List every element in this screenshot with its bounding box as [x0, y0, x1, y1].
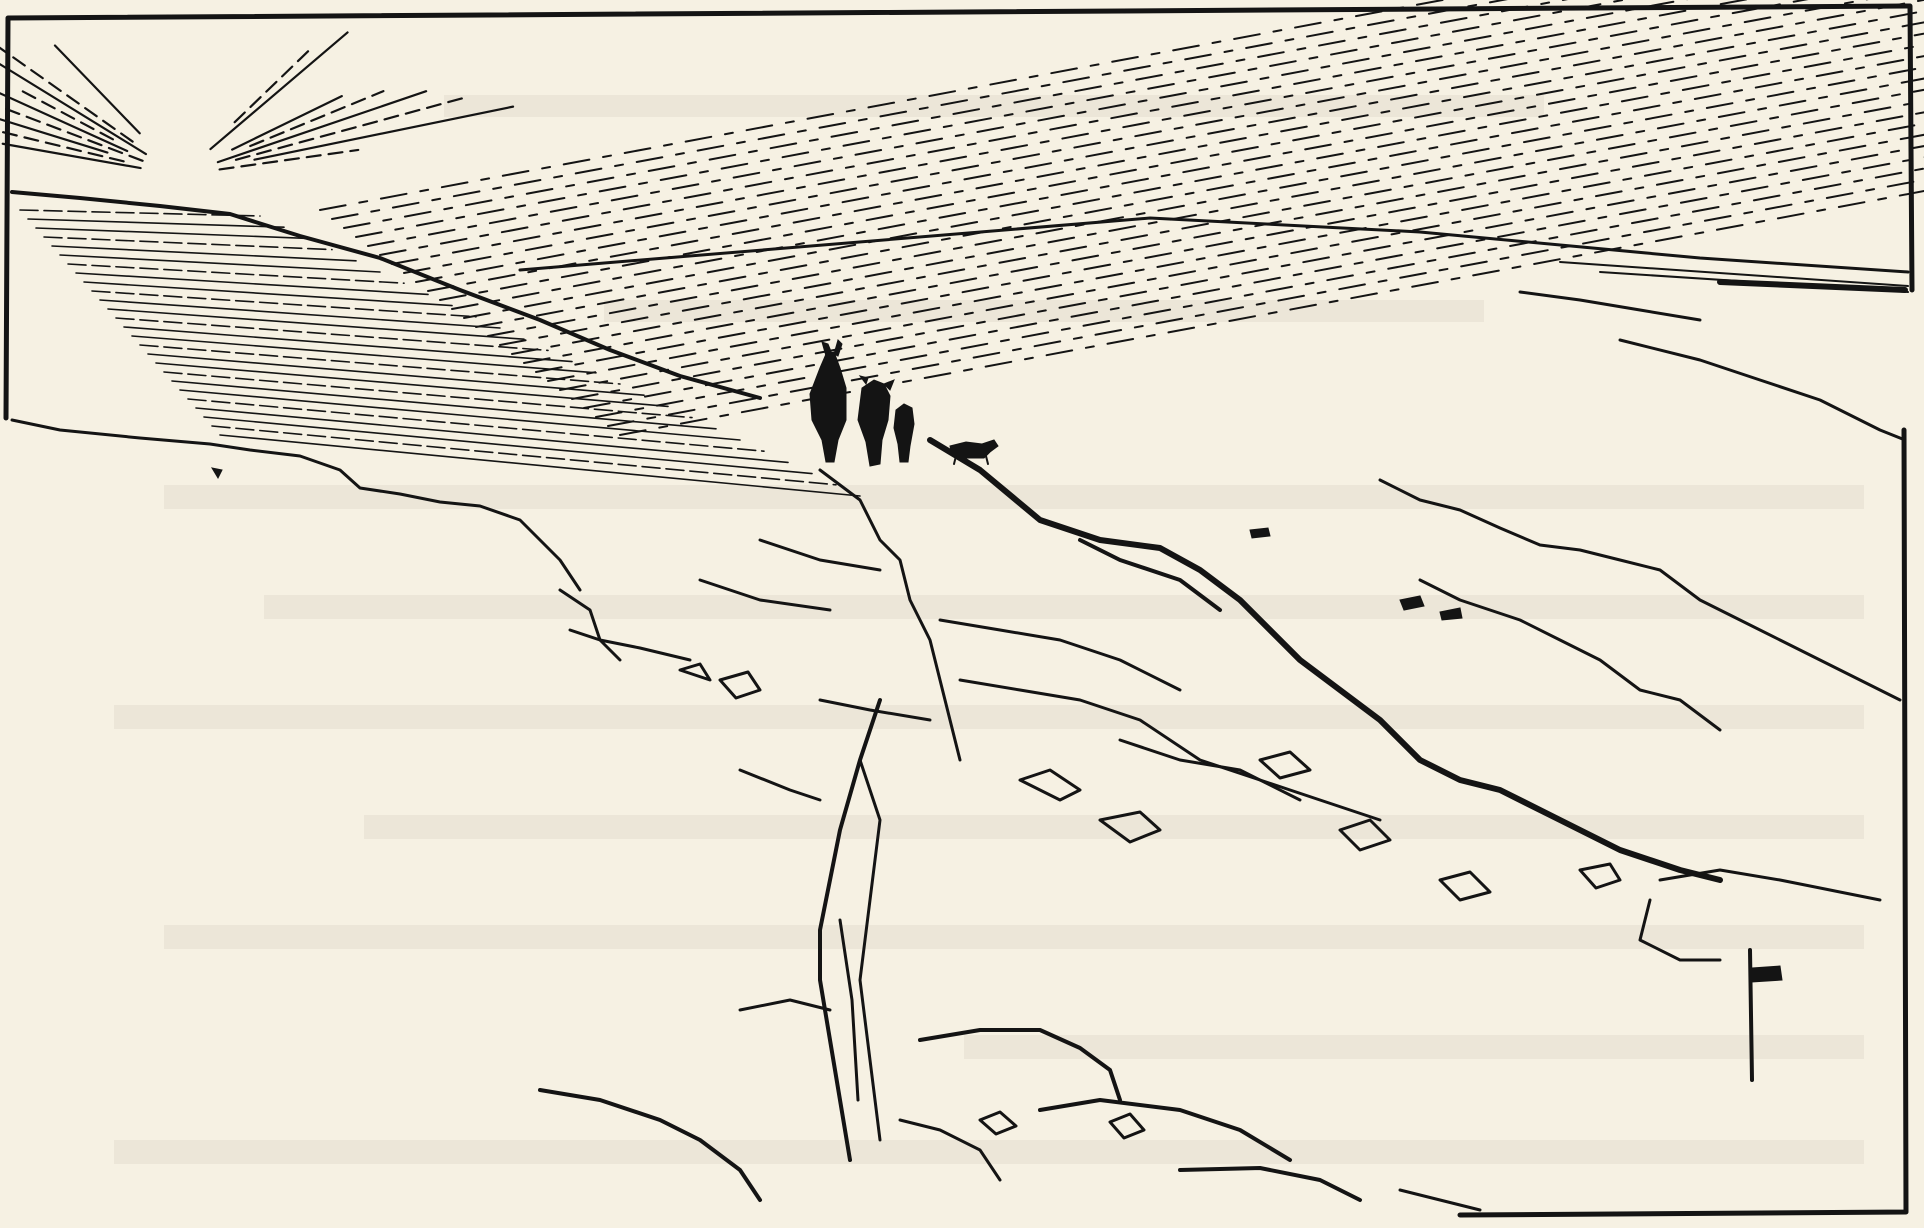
- girl-figure: [858, 376, 894, 466]
- horizon-band: [520, 218, 1908, 292]
- sun-rays: [0, 25, 513, 169]
- dog-figure: [950, 440, 998, 464]
- tall-figure: [810, 340, 846, 462]
- small-figure: [894, 404, 914, 462]
